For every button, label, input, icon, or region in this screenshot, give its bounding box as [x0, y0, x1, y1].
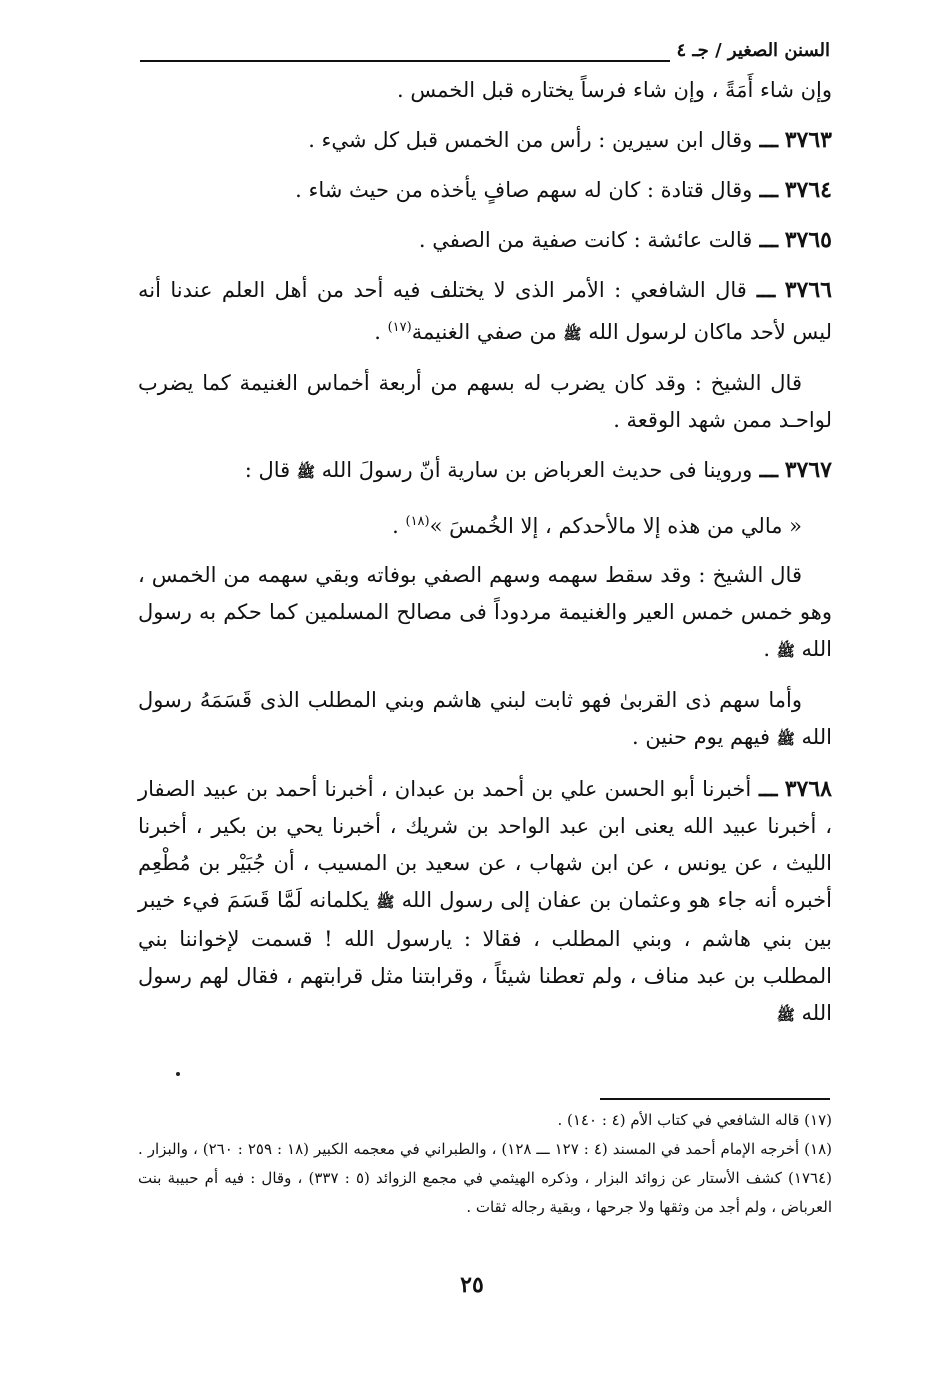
running-title: السنن الصغير / جـ ٤ — [676, 40, 830, 61]
dash: ـــ — [752, 177, 779, 202]
hadith-number: ٣٧٦٤ — [784, 177, 832, 203]
hadith-text: قالت عائشة : كانت صفية من الصفي . — [418, 228, 753, 252]
pbuh-glyph: ﷺ — [563, 325, 582, 343]
hadith-number: ٣٧٦٦ — [784, 277, 832, 303]
dash: ـــ — [752, 457, 779, 482]
page-header — [140, 40, 830, 68]
page-number: ٢٥ — [460, 1272, 484, 1298]
hadith-number: ٣٧٦٧ — [784, 457, 832, 483]
dash: ـــ — [752, 127, 779, 152]
hadith-3765 — [138, 221, 832, 259]
pbuh-glyph: ﷺ — [776, 1006, 795, 1024]
pbuh-glyph: ﷺ — [776, 730, 795, 748]
header-rule — [140, 60, 670, 62]
paragraph: وأما سهم ذى القربىٰ فهو ثابت لبني هاشم وبني المطلب الذى قَسَمَهُ رسول الله ﷺ فيهم يوم حنين . — [138, 688, 832, 749]
sheikh-comment: قال الشيخ : وقد كان يضرب له بسهم من أربعة أخماس الغنيمة كما يضرب لواحـد ممن شهد الوقعة . — [138, 371, 832, 432]
pbuh-glyph: ﷺ — [296, 463, 315, 481]
pbuh-glyph: ﷺ — [776, 642, 795, 660]
dash: ـــ — [751, 776, 778, 801]
hadith-text: وروينا فى حديث العرباض بن سارية أنّ رسولَ الله — [321, 458, 753, 482]
footnote-ref: (١٨) — [405, 514, 430, 529]
quoted-saying: « مالي من هذه إلا مالأحدكم ، إلا الخُمسَ »$^{(١٨)}$ . — [392, 514, 802, 538]
footnote-ref: (١٧) — [387, 320, 412, 335]
hadith-text-cont: قال : — [244, 458, 291, 482]
dash: ـــ — [752, 227, 779, 252]
hadith-text: وقال قتادة : كان له سهم صافٍ يأخذه من حيث شاء . — [295, 178, 753, 202]
hadith-3764 — [138, 171, 832, 209]
hadith-text: وقال ابن سيرين : رأس من الخمس قبل كل شيء . — [308, 128, 753, 152]
footnote-17: (١٧) قاله الشافعي في كتاب الأم (٤ : ١٤٠) . — [557, 1111, 832, 1129]
pbuh-glyph: ﷺ — [376, 893, 395, 911]
hadith-text: قال الشافعي : الأمر الذى لا يختلف فيه أحد من أهل العلم عندنا أنه ليس لأحد ماكان لرسول الله — [138, 278, 832, 344]
hadith-3763 — [138, 121, 832, 159]
hadith-number: ٣٧٦٣ — [784, 127, 832, 153]
footnote-18: (١٨) أخرجه الإمام أحمد في المسند (٤ : ١٢٧ ـــ ١٢٨) ، والطبراني في معجمه الكبير (١٨ : ٢٥٩ : ٢٦٠) ، والبزار . (١٧٦٤) كشف الأستار عن زوائد البزار ، وذكره الهيثمي في مجمع الزوائد (٥ : ٣٣٧) ، وقال : فيه أم حبيبة بنت العرباض ، ولم أجد من وثقها ولا جرحها ، وبقية رجاله ثقات . — [138, 1140, 832, 1216]
footnote-rule — [600, 1098, 830, 1100]
hadith-number: ٣٧٦٨ — [784, 776, 832, 802]
hadith-text-cont: يكلمانه لَمَّا قَسَمَ فيء خيبر بين بني هاشم ، وبني المطلب ، فقالا : يارسول الله ! قسمت لإخواننا بني المطلب بن عبد مناف ، ولم تعطنا شيئاً ، وقرابتنا مثل قرابتهم ، فقال لهم رسول الله — [138, 888, 832, 1025]
hadith-number: ٣٧٦٥ — [784, 227, 832, 253]
hadith-3767 — [138, 451, 832, 491]
main-text — [138, 72, 832, 1046]
paragraph: وإن شاء أَمَةً ، وإن شاء فرساً يختاره قبل الخمس . — [397, 78, 832, 102]
sheikh-comment: قال الشيخ : وقد سقط سهمه وسهم الصفي بوفاته وبقي سهمه من الخمس ، وهو خمس خمس العير والغنيمة مردوداً فى مصالح المسلمين كما حكم به رسول الله ﷺ . — [138, 563, 832, 661]
ink-speck — [176, 1072, 180, 1076]
footnotes — [138, 1106, 832, 1222]
dash: ـــ — [746, 277, 776, 302]
hadith-3766: ٣٧٦٦ ـــ قال الشافعي : الأمر الذى لا يختلف فيه أحد من أهل العلم عندنا أنه ليس لأحد ماكان لرسول الله ﷺ من صفي الغنيمة$^{(١٧)}$ . — [138, 277, 832, 344]
hadith-text: أخبرنا أبو الحسن علي بن أحمد بن عبدان ، أخبرنا أحمد بن عبيد الصفار ، أخبرنا عبيد الله يعنى ابن عبد الواحد بن شريك ، أخبرنا يحي بن بكير ، أخبرنا الليث ، عن يونس ، عن ابن شهاب ، عن سعيد بن المسيب ، أن جُبَيْر بن مُطْعِم أخبره أنه جاء هو وعثمان بن عفان إلى رسول الله — [138, 777, 832, 912]
hadith-text-cont: من صفي الغنيمة — [411, 320, 557, 344]
hadith-3768 — [138, 770, 832, 1034]
